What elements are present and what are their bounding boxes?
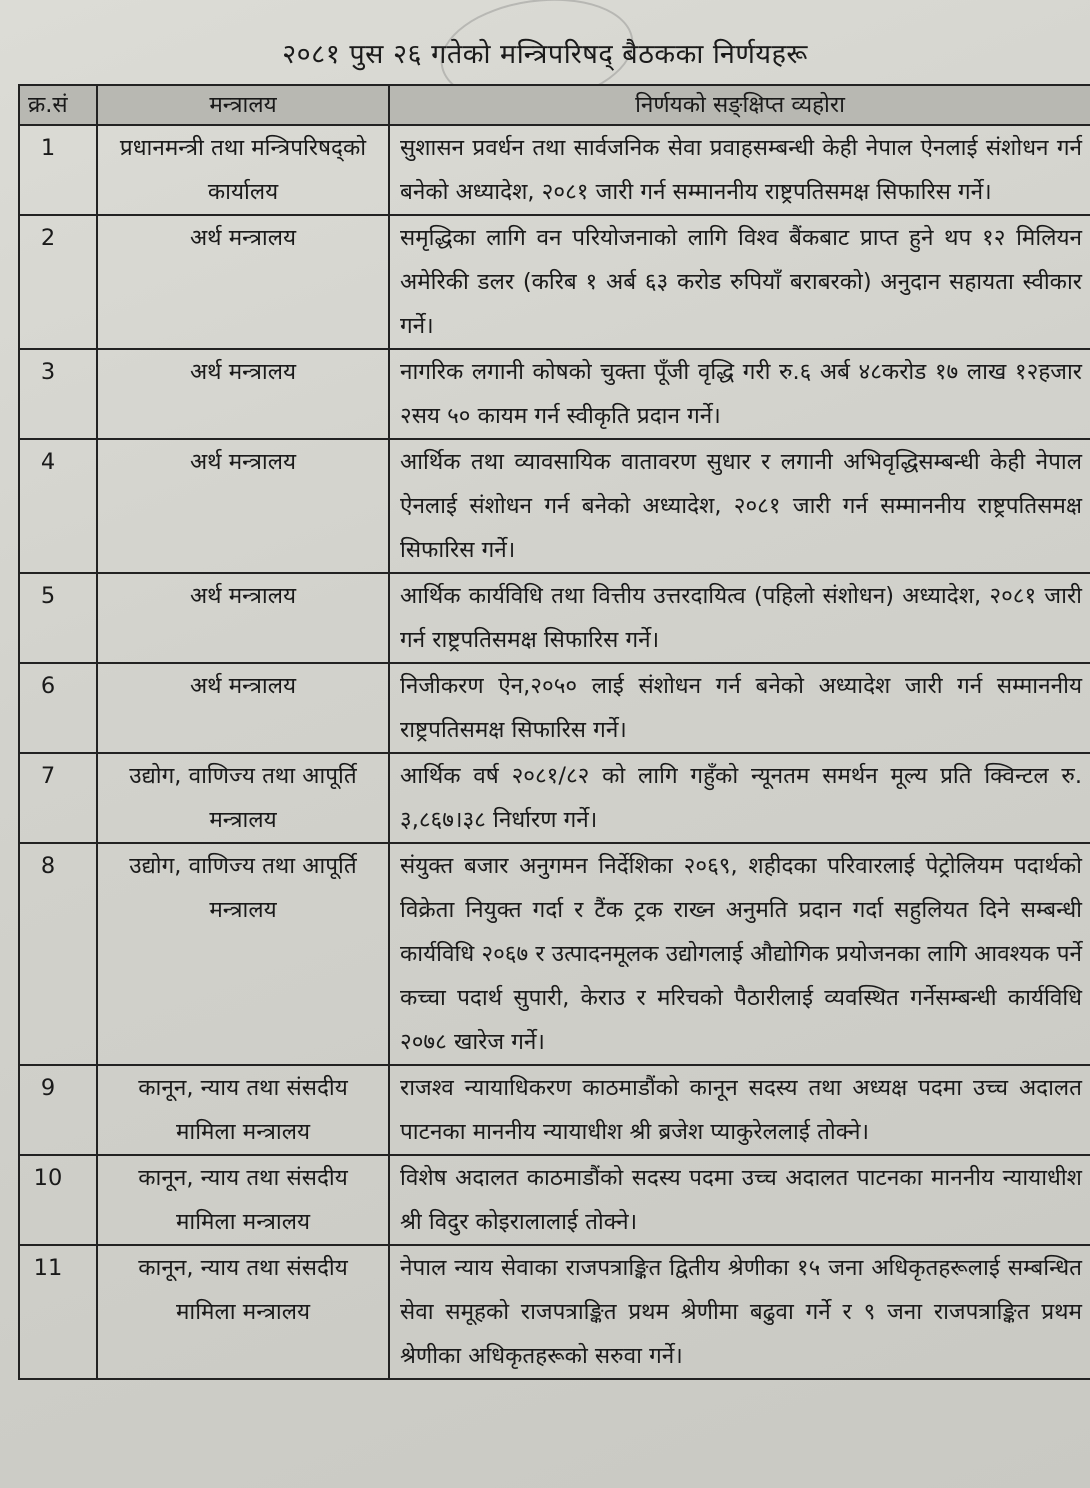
row-ministry: अर्थ मन्त्रालय (97, 663, 389, 753)
row-serial-number: 10 (19, 1155, 97, 1245)
decisions-table (18, 84, 1090, 1380)
row-ministry: अर्थ मन्त्रालय (97, 439, 389, 573)
row-serial-number: 4 (19, 439, 97, 573)
table-row (19, 125, 1090, 215)
row-decision: विशेष अदालत काठमाडौंको सदस्य पदमा उच्च अदालत पाटनका माननीय न्यायाधीश श्री विदुर कोइरालालाई तोक्ने। (389, 1155, 1090, 1245)
row-ministry: कानून, न्याय तथा संसदीय मामिला मन्त्रालय (97, 1065, 389, 1155)
row-decision: नेपाल न्याय सेवाका राजपत्राङ्कित द्वितीय श्रेणीका १५ जना अधिकृतहरूलाई सम्बन्धित सेवा समूहको राजपत्राङ्कित प्रथम श्रेणीमा बढुवा गर्ने र ९ जना राजपत्राङ्कित प्रथम श्रेणीका अधिकृतहरूको सरुवा गर्ने। (389, 1245, 1090, 1379)
header-ministry: मन्त्रालय (97, 85, 389, 125)
page-title: २०८१ पुस २६ गतेको मन्त्रिपरिषद् बैठकका निर्णयहरू (282, 39, 808, 70)
row-decision: निजीकरण ऐन,२०५० लाई संशोधन गर्न बनेको अध्यादेश जारी गर्न सम्माननीय राष्ट्रपतिसमक्ष सिफारिस गर्ने। (389, 663, 1090, 753)
table-row (19, 349, 1090, 439)
row-decision: नागरिक लगानी कोषको चुक्ता पूँजी वृद्धि गरी रु.६ अर्ब ४८करोड १७ लाख १२हजार २सय ५० कायम गर्न स्वीकृति प्रदान गर्ने। (389, 349, 1090, 439)
row-serial-number: 6 (19, 663, 97, 753)
row-decision: आर्थिक वर्ष २०८१/८२ को लागि गहुँको न्यूनतम समर्थन मूल्य प्रति क्विन्टल रु. ३,८६७।३८ निर्धारण गर्ने। (389, 753, 1090, 843)
row-ministry: अर्थ मन्त्रालय (97, 215, 389, 349)
table-row (19, 1155, 1090, 1245)
row-decision: आर्थिक तथा व्यावसायिक वातावरण सुधार र लगानी अभिवृद्धिसम्बन्धी केही नेपाल ऐनलाई संशोधन गर्न बनेको अध्यादेश, २०८१ जारी गर्न सम्माननीय राष्ट्रपतिसमक्ष सिफारिस गर्ने। (389, 439, 1090, 573)
row-ministry: कानून, न्याय तथा संसदीय मामिला मन्त्रालय (97, 1245, 389, 1379)
row-serial-number: 9 (19, 1065, 97, 1155)
row-ministry: प्रधानमन्त्री तथा मन्त्रिपरिषद्को कार्यालय (97, 125, 389, 215)
header-serial-number: क्र.सं (19, 85, 97, 125)
header-decision-summary: निर्णयको सङ्क्षिप्त व्यहोरा (389, 85, 1090, 125)
table-row (19, 439, 1090, 573)
row-ministry: अर्थ मन्त्रालय (97, 349, 389, 439)
row-decision: आर्थिक कार्यविधि तथा वित्तीय उत्तरदायित्व (पहिलो संशोधन) अध्यादेश, २०८१ जारी गर्न राष्ट्रपतिसमक्ष सिफारिस गर्ने। (389, 573, 1090, 663)
table-row (19, 1065, 1090, 1155)
table-row (19, 573, 1090, 663)
row-serial-number: 8 (19, 843, 97, 1065)
row-decision: समृद्धिका लागि वन परियोजनाको लागि विश्व बैंकबाट प्राप्त हुने थप १२ मिलियन अमेरिकी डलर (करिब १ अर्ब ६३ करोड रुपियाँ बराबरको) अनुदान सहायता स्वीकार गर्ने। (389, 215, 1090, 349)
row-serial-number: 3 (19, 349, 97, 439)
row-decision: संयुक्त बजार अनुगमन निर्देशिका २०६९, शहीदका परिवारलाई पेट्रोलियम पदार्थको विक्रेता नियुक्त गर्दा र टैंक ट्रक राख्न अनुमति प्रदान गर्दा सहुलियत दिने सम्बन्धी कार्यविधि २०६७ र उत्पादनमूलक उद्योगलाई औद्योगिक प्रयोजनका लागि आवश्यक पर्ने कच्चा पदार्थ सुपारी, केराउ र मरिचको पैठारीलाई व्यवस्थित गर्नेसम्बन्धी कार्यविधि २०७८ खारेज गर्ने। (389, 843, 1090, 1065)
row-decision: राजश्व न्यायाधिकरण काठमाडौंको कानून सदस्य तथा अध्यक्ष पदमा उच्च अदालत पाटनका माननीय न्यायाधीश श्री ब्रजेश प्याकुरेललाई तोक्ने। (389, 1065, 1090, 1155)
table-row (19, 1245, 1090, 1379)
table-row (19, 663, 1090, 753)
table-row (19, 215, 1090, 349)
table-row (19, 753, 1090, 843)
table-header-row (19, 85, 1090, 125)
table-row (19, 843, 1090, 1065)
row-serial-number: 1 (19, 125, 97, 215)
row-serial-number: 11 (19, 1245, 97, 1379)
row-ministry: उद्योग, वाणिज्य तथा आपूर्ति मन्त्रालय (97, 843, 389, 1065)
row-serial-number: 2 (19, 215, 97, 349)
row-decision: सुशासन प्रवर्धन तथा सार्वजनिक सेवा प्रवाहसम्बन्धी केही नेपाल ऐनलाई संशोधन गर्न बनेको अध्यादेश, २०८१ जारी गर्न सम्माननीय राष्ट्रपतिसमक्ष सिफारिस गर्ने। (389, 125, 1090, 215)
row-serial-number: 5 (19, 573, 97, 663)
row-ministry: उद्योग, वाणिज्य तथा आपूर्ति मन्त्रालय (97, 753, 389, 843)
row-serial-number: 7 (19, 753, 97, 843)
row-ministry: कानून, न्याय तथा संसदीय मामिला मन्त्रालय (97, 1155, 389, 1245)
row-ministry: अर्थ मन्त्रालय (97, 573, 389, 663)
